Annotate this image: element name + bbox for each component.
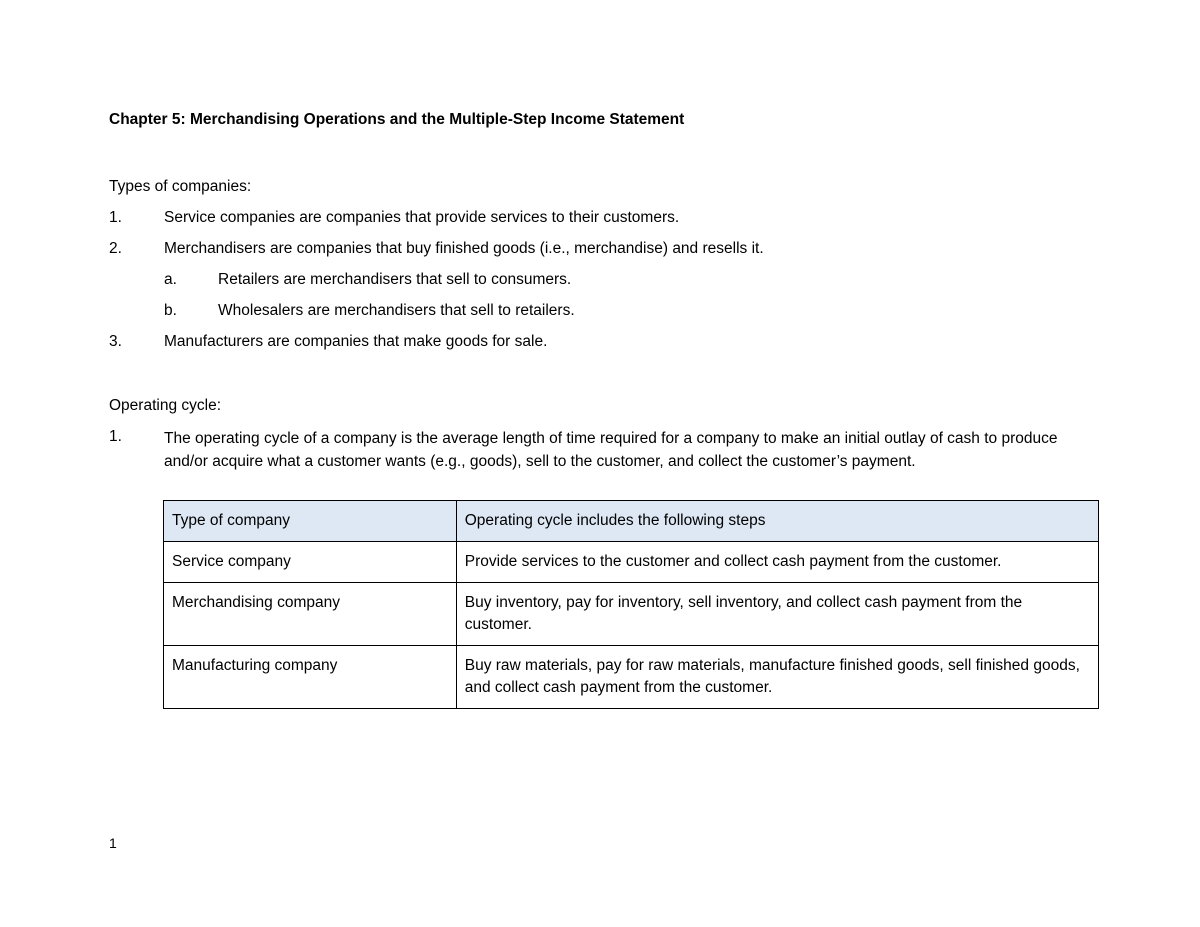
list-item-merchandisers: Merchandisers are companies that buy finished goods (i.e., merchandise) and resells it. xyxy=(164,240,764,257)
table-header-cell: Operating cycle includes the following steps xyxy=(456,501,1098,542)
page-number: 1 xyxy=(109,835,117,851)
table-cell: Buy inventory, pay for inventory, sell inventory, and collect cash payment from the customer. xyxy=(456,583,1098,646)
table-cell: Provide services to the customer and collect cash payment from the customer. xyxy=(456,542,1098,583)
list-item-manufacturers: Manufacturers are companies that make goods for sale. xyxy=(164,333,548,350)
operating-cycle-table xyxy=(163,500,1099,709)
table-cell: Merchandising company xyxy=(164,583,457,646)
table-cell: Manufacturing company xyxy=(164,646,457,709)
list-number: 1. xyxy=(109,209,122,226)
list-item-service: Service companies are companies that provide services to their customers. xyxy=(164,209,680,226)
sublist-letter: a. xyxy=(164,271,177,288)
table-row xyxy=(164,583,1099,646)
list-number: 2. xyxy=(109,240,122,257)
table-cell: Buy raw materials, pay for raw materials, manufacture finished goods, sell finished goods, and collect cash payment from the customer. xyxy=(456,646,1098,709)
sublist-item-wholesalers: Wholesalers are merchandisers that sell to retailers. xyxy=(218,302,575,319)
types-heading: Types of companies: xyxy=(109,178,252,195)
chapter-title: Chapter 5: Merchandising Operations and the Multiple-Step Income Statement xyxy=(109,111,685,128)
table-header-row xyxy=(164,501,1099,542)
table-cell: Service company xyxy=(164,542,457,583)
sublist-letter: b. xyxy=(164,302,177,319)
table-header-cell: Type of company xyxy=(164,501,457,542)
list-number: 3. xyxy=(109,333,122,350)
table-row xyxy=(164,542,1099,583)
list-number: 1. xyxy=(109,428,122,445)
cycle-definition: The operating cycle of a company is the average length of time required for a company to make an initial outlay of cash to produce and/or acquire what a customer wants (e.g., goods), sell to the customer, and collect the customer’s payment. xyxy=(164,430,1058,470)
cycle-heading: Operating cycle: xyxy=(109,397,221,414)
table-row xyxy=(164,646,1099,709)
sublist-item-retailers: Retailers are merchandisers that sell to consumers. xyxy=(218,271,572,288)
